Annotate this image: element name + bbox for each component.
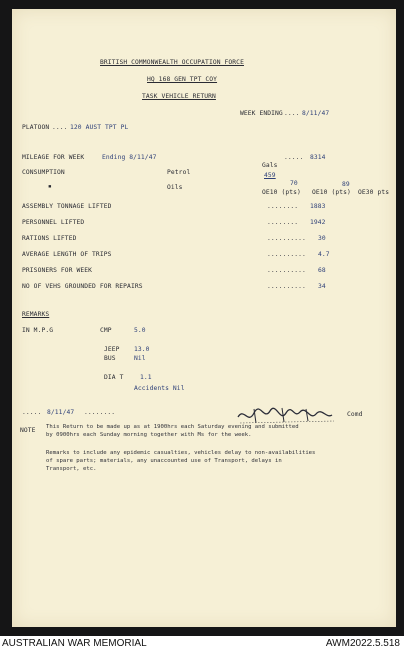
oils-value-1: 70 xyxy=(290,180,298,187)
row-value: 1883 xyxy=(310,203,326,210)
oils-label: Oils xyxy=(167,184,183,191)
dot-leader: .......... xyxy=(267,267,306,274)
gals-value: 459 xyxy=(264,172,276,179)
remark-value: Nil xyxy=(134,355,146,362)
remarks-label: REMARKS xyxy=(22,311,50,318)
dot-leader: ..... xyxy=(284,154,304,161)
dot-leader: .......... xyxy=(267,235,306,242)
oils-column-3: OE30 pts xyxy=(358,189,390,196)
gals-label: Gals xyxy=(262,162,278,169)
dot-leader: ........ xyxy=(267,219,299,226)
row-label: ASSEMBLY TONNAGE LIFTED xyxy=(22,203,112,210)
remark-value: 13.0 xyxy=(134,346,150,353)
row-label: PRISONERS FOR WEEK xyxy=(22,267,93,274)
row-value: 4.7 xyxy=(318,251,330,258)
remark-value: 5.0 xyxy=(134,327,146,334)
week-ending-label: WEEK ENDING xyxy=(240,110,283,117)
signoff-date: 8/11/47 xyxy=(47,409,75,416)
signoff-title: Comd xyxy=(347,411,363,418)
document-page xyxy=(12,9,396,627)
row-label: NO OF VEHS GROUNDED FOR REPAIRS xyxy=(22,283,143,290)
row-label: PERSONNEL LIFTED xyxy=(22,219,85,226)
accidents-note: Accidents Nil xyxy=(134,385,185,392)
archive-footer xyxy=(0,636,404,653)
week-ending-value: 8/11/47 xyxy=(302,110,330,117)
dot-leader: ..... xyxy=(22,409,42,416)
row-value: 30 xyxy=(318,235,326,242)
dot-leader: ........ xyxy=(84,409,116,416)
header-force: BRITISH COMMONWEALTH OCCUPATION FORCE xyxy=(100,59,244,66)
dot-leader: ........ xyxy=(267,203,299,210)
notes-label: NOTE xyxy=(20,427,36,434)
oils-column-1: OE10 (pts) xyxy=(262,189,301,196)
mileage-label: MILEAGE FOR WEEK xyxy=(22,154,85,161)
oils-value-2: 89 xyxy=(342,181,350,188)
petrol-label: Petrol xyxy=(167,169,191,176)
remark-key: DIA T xyxy=(104,374,124,381)
oils-column-2: OE10 (pts) xyxy=(312,189,351,196)
dot-leader: .......... xyxy=(267,251,306,258)
remark-key: CMP xyxy=(100,327,112,334)
row-value: 34 xyxy=(318,283,326,290)
row-label: AVERAGE LENGTH OF TRIPS xyxy=(22,251,112,258)
row-value: 68 xyxy=(318,267,326,274)
consumption-label: CONSUMPTION xyxy=(22,169,65,176)
row-value: 1942 xyxy=(310,219,326,226)
platoon-label: PLATOON xyxy=(22,124,50,131)
notes-paragraph-1: This Return to be made up as at 1900hrs each Saturday evening and submitted by 0900hrs each Sunday morning together with Ms for the week. xyxy=(46,424,299,438)
row-label: RATIONS LIFTED xyxy=(22,235,77,242)
platoon-value: 120 AUST TPT PL xyxy=(70,124,129,131)
remark-value: 1.1 xyxy=(140,374,152,381)
remark-key: BUS xyxy=(104,355,116,362)
header-title: TASK VEHICLE RETURN xyxy=(142,93,216,100)
remark-key: JEEP xyxy=(104,346,120,353)
mileage-value: 8314 xyxy=(310,154,326,161)
notes-paragraph-2: Remarks to include any epidemic casualties, vehicles delay to non-availabilities of spare parts; materials, any unaccounted use of Transport, delays in Transport, etc. xyxy=(46,450,316,472)
bullet-mark: ▪ xyxy=(48,183,52,190)
header-company: HQ 168 GEN TPT COY xyxy=(147,76,218,83)
archive-name: AUSTRALIAN WAR MEMORIAL xyxy=(2,638,147,649)
mileage-period: Ending 8/11/47 xyxy=(102,154,157,161)
dot-leader: .......... xyxy=(267,283,306,290)
dot-leader: .... xyxy=(52,124,68,131)
catalogue-number: AWM2022.5.518 xyxy=(325,638,400,649)
dot-leader: .... xyxy=(284,110,300,117)
remarks-sub-label: IN M.P.G xyxy=(22,327,54,334)
